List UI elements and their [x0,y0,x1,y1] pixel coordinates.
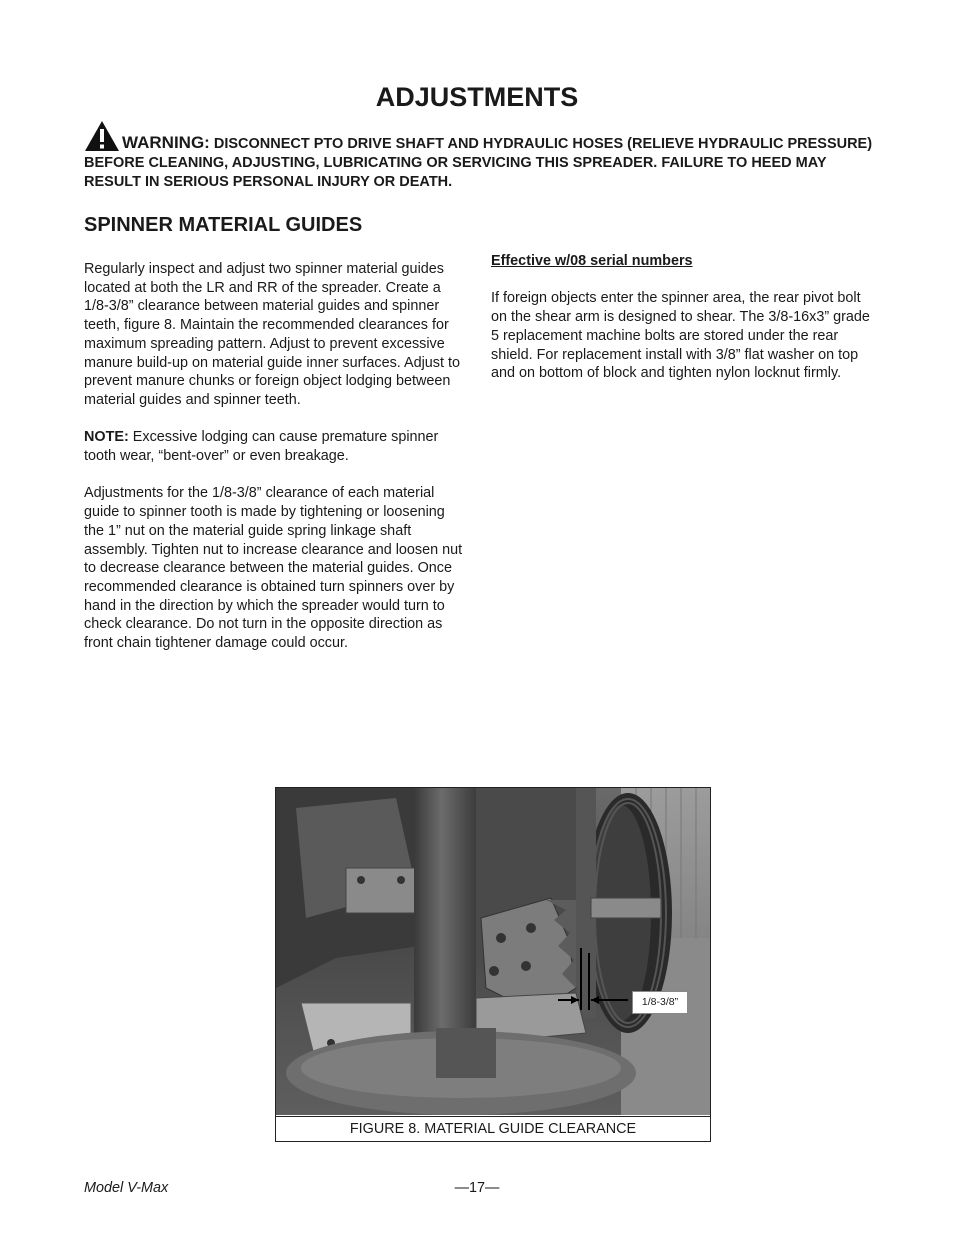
figure-8 [275,787,711,1142]
page-title: ADJUSTMENTS [375,82,579,112]
left-column [84,260,466,671]
dimension-label: 1/8-3/8” [632,991,688,1014]
section-title: SPINNER MATERIAL GUIDES [84,214,363,236]
note-paragraph [84,428,466,465]
paragraph-inspect: Regularly inspect and adjust two spinner material guides located at both the LR and RR of the spreader. Create a 1/8-3/8” clearance between material guides and spinner teeth, figure 8. Maintain the recommended clearances for maximum spreading pattern. Adjust to prevent excessive manure build-up on material guide inner surfaces. Adjust to prevent manure chunks or foreign object lodging between material guides and spinner teeth. [84,261,460,408]
paragraph-adjustments: Adjustments for the 1/8-3/8” clearance of each material guide to spinner tooth is made by tightening or loosening the 1” nut on the material guide spring linkage shaft assembly. Tighten nut to increase clearance and loosen nut to decrease clearance between the material guides. Once recommended clearance is obtained turn spinners over by hand in the direction by which the spreader would turn to check clearance. Do not turn in the opposite direction as front chain tightener damage could occur. [84,485,463,652]
footer-page-number: —17— [454,1180,500,1196]
warning-triangle-icon [84,120,120,152]
figure-caption: FIGURE 8. MATERIAL GUIDE CLEARANCE [276,1116,710,1142]
warning-text: DISCONNECT PTO DRIVE SHAFT AND HYDRAULIC HOSES (RELIEVE HYDRAULIC PRESSURE) BEFORE CLEANING, ADJUSTING, LUBRICATING OR SERVICING THIS SPREADER. FAILURE TO HEED MAY RESULT IN SERIOUS PERSONAL INJURY OR DEATH. [84,136,873,190]
warning-block [84,120,884,192]
spinner-photo [276,788,710,1115]
note-label: NOTE: [84,429,129,446]
footer-model: Model V-Max [84,1180,169,1196]
right-column [491,252,876,402]
note-text: Excessive lodging can cause premature spinner tooth wear, “bent-over” or even breakage. [84,429,439,465]
warning-label: WARNING: [122,133,210,152]
effective-heading: Effective w/08 serial numbers [491,253,693,269]
paragraph-shear-bolt: If foreign objects enter the spinner area, the rear pivot bolt on the shear arm is designed to shear. The 3/8-16x3” grade 5 replacement machine bolts are stored under the rear shield. For replacement install with 3/8” flat washer on top and on bottom of block and tighten nylon locknut firmly. [491,290,870,382]
